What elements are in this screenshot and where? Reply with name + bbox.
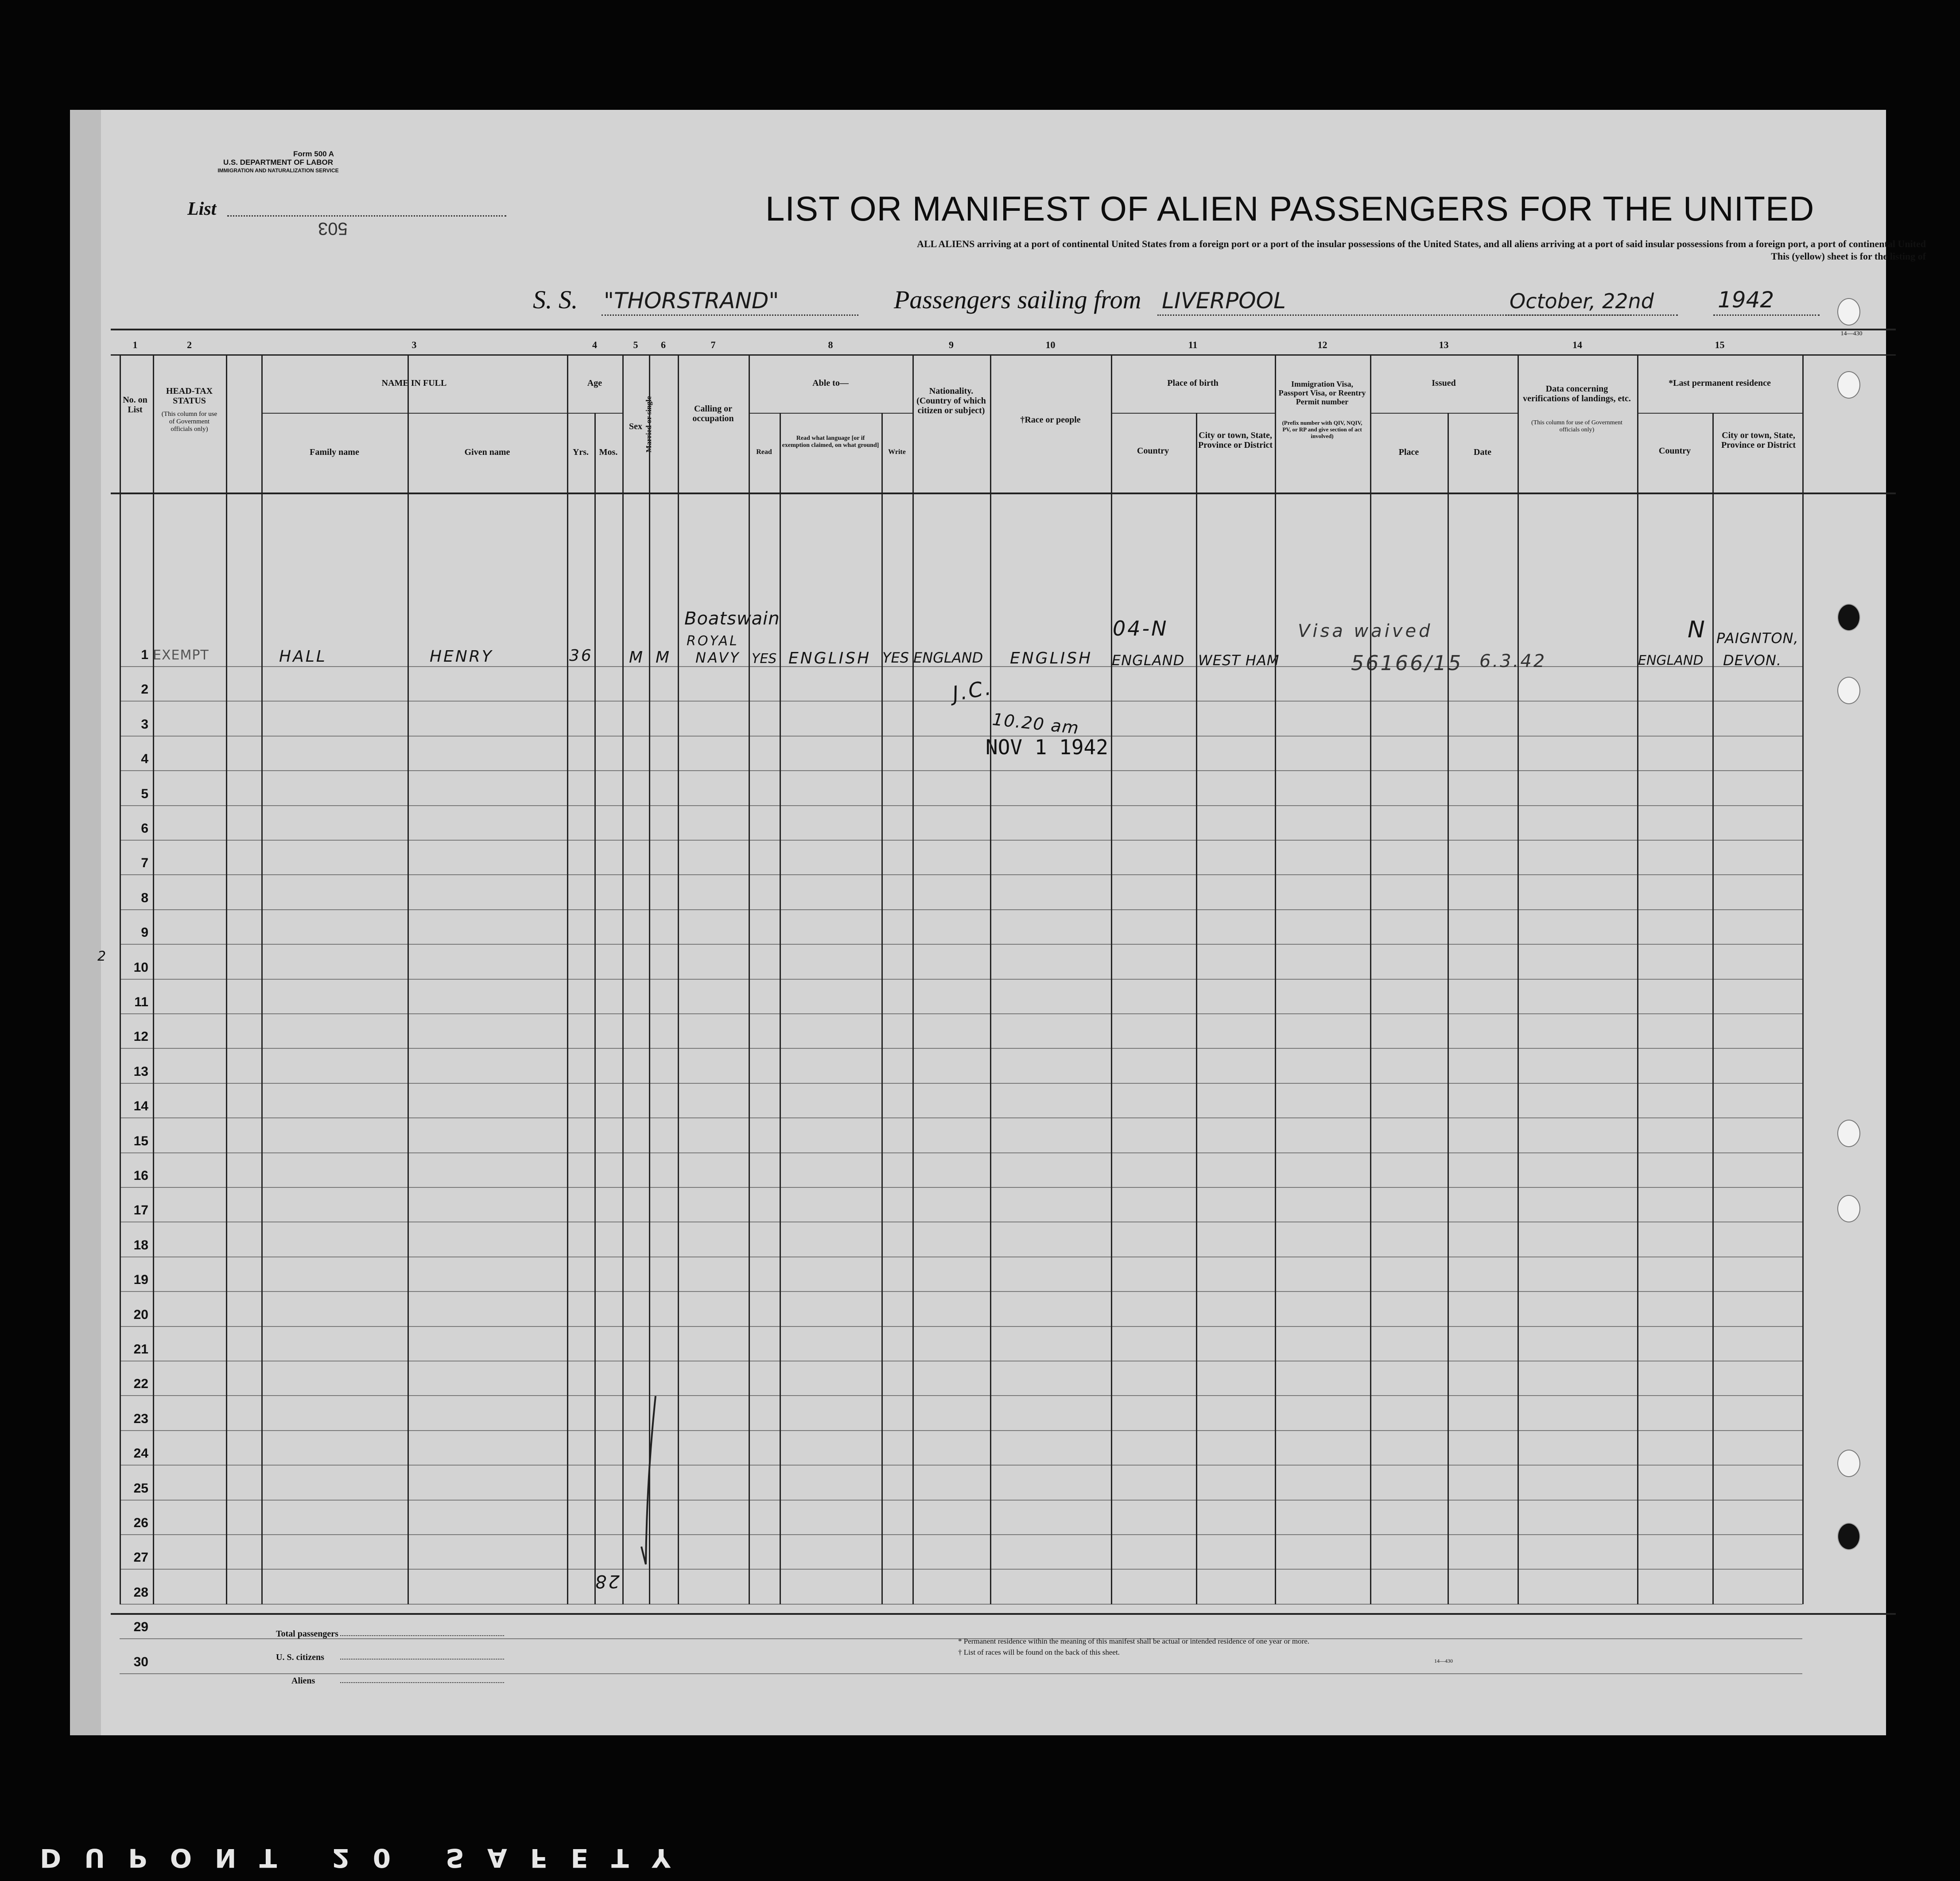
sailing-date: October, 22nd: [1510, 289, 1654, 313]
row-rule: [120, 805, 1802, 806]
hdr-head-tax: HEAD-TAX STATUS: [166, 386, 213, 406]
page-count-mark: 28: [594, 1571, 620, 1591]
head-tax-status: EXEMPT: [153, 648, 209, 663]
row-rule: [120, 1326, 1802, 1327]
visa-number: 56166/15: [1351, 651, 1463, 675]
column-divider: [1111, 354, 1112, 1604]
row-number: 24: [133, 1446, 148, 1461]
row-rule: [120, 1604, 1802, 1605]
hdr-issued: Issued: [1432, 378, 1456, 388]
table-bottom-border: [111, 1613, 1896, 1615]
row-number: 26: [133, 1516, 148, 1530]
subtitle: ALL ALIENS arriving at a port of continental United States from a foreign port or a port of the insular possessions of the United States, and all aliens arriving at a port of said insular possessions from a foreign port, a port of continental United: [917, 238, 1926, 249]
row-rule: [120, 1465, 1802, 1466]
column-divider: [1712, 413, 1714, 1604]
col-num-11: 11: [1188, 339, 1198, 350]
aliens-label: Aliens: [291, 1676, 315, 1686]
col-num-10: 10: [1045, 339, 1056, 350]
column-divider: [1448, 413, 1449, 1604]
row-rule: [120, 1500, 1802, 1501]
age-years: 36: [569, 647, 593, 665]
birth-subheader-line: [1111, 413, 1275, 414]
row-number: 3: [141, 717, 148, 732]
col-num-5: 5: [633, 339, 638, 350]
row-number: 12: [133, 1029, 148, 1044]
row-number: 10: [133, 960, 148, 975]
column-divider: [881, 413, 883, 1604]
hdr-read-language: Read what language [or if exemption claimed, on what ground]: [782, 435, 879, 449]
race: ENGLISH: [1010, 649, 1093, 667]
row-number: 20: [133, 1307, 148, 1322]
residence-city-2: DEVON.: [1723, 652, 1782, 669]
row-number: 9: [141, 925, 148, 940]
row-number: 8: [141, 890, 148, 905]
row-rule: [120, 1430, 1802, 1431]
col-num-1: 1: [132, 339, 138, 350]
row-number: 28: [133, 1585, 148, 1600]
hdr-landings-note: (This column for use of Government officials only): [1531, 419, 1622, 433]
family-name: HALL: [279, 648, 327, 666]
service-name: IMMIGRATION AND NATURALIZATION SERVICE: [217, 167, 339, 174]
hdr-residence: *Last permanent residence: [1669, 378, 1771, 388]
hdr-write: Write: [888, 448, 906, 456]
occupation-rank: Boatswain: [684, 609, 780, 629]
row-number: 27: [133, 1550, 148, 1565]
given-name: HENRY: [430, 648, 493, 666]
hdr-yrs: Yrs.: [572, 447, 589, 457]
date-stamp: NOV 1 1942: [986, 735, 1108, 759]
column-divider: [1275, 354, 1276, 1604]
residence-country: ENGLAND: [1638, 653, 1704, 668]
row-rule: [120, 1534, 1802, 1535]
row-number: 4: [141, 752, 148, 767]
ship-name: "THORSTRAND": [604, 288, 779, 314]
row-number: 5: [141, 786, 148, 801]
issued-subheader-line: [1370, 413, 1518, 414]
column-divider: [990, 354, 991, 1604]
occupation-service-1: ROYAL: [687, 633, 739, 649]
column-divider: [594, 413, 596, 1604]
department-name: U.S. DEPARTMENT OF LABOR: [223, 158, 334, 167]
hdr-married: Married or single: [644, 396, 653, 453]
row-number: 18: [133, 1237, 148, 1253]
hdr-res-city: City or town, State, Province or District: [1721, 430, 1796, 450]
hdr-able-to: Able to—: [812, 378, 849, 388]
aliens-line: [340, 1682, 504, 1683]
col-num-4: 4: [592, 339, 597, 350]
hdr-no-on-list: No. on List: [123, 395, 147, 415]
row-number: 23: [133, 1411, 148, 1426]
marital-status: M: [656, 648, 671, 667]
sex: M: [629, 648, 645, 667]
hdr-family-name: Family name: [310, 447, 359, 457]
row-rule: [120, 1673, 1802, 1674]
hdr-race: †Race or people: [1020, 415, 1081, 425]
column-divider: [567, 354, 568, 1604]
hdr-issued-place: Place: [1398, 447, 1419, 457]
hdr-landings: Data concerning verifications of landings, etc.: [1523, 384, 1631, 403]
row-rule: [120, 1083, 1802, 1084]
row-rule: [120, 979, 1802, 980]
row-rule: [120, 1395, 1802, 1396]
form-code: 14—430: [1434, 1658, 1453, 1664]
hdr-birth-city: City or town, State, Province or District: [1198, 430, 1273, 450]
list-line: [227, 215, 506, 217]
row-number: 14: [133, 1099, 148, 1114]
header-bottom-border: [111, 493, 1896, 494]
row-rule: [120, 1152, 1802, 1153]
visa-waived-note: Visa waived: [1298, 621, 1433, 641]
column-divider: [1370, 354, 1371, 1604]
footnote-races: † List of races will be found on the back of this sheet.: [958, 1648, 1120, 1656]
list-label: List: [187, 199, 217, 219]
row-rule: [120, 840, 1802, 841]
able-to-read: YES: [752, 651, 777, 667]
column-divider: [153, 354, 154, 1604]
column-divider: [226, 354, 227, 1604]
sheet-left-edge: [70, 110, 101, 1735]
column-divider: [408, 354, 409, 1604]
table-top-border: [111, 329, 1896, 330]
birth-city: WEST HAM: [1198, 652, 1280, 669]
read-language: ENGLISH: [788, 649, 871, 667]
row-rule: [120, 666, 1802, 667]
column-divider: [1637, 354, 1638, 1604]
able-to-write: YES: [882, 649, 909, 666]
us-citizens-label: U. S. citizens: [276, 1652, 324, 1662]
row-number: 7: [141, 856, 148, 871]
hdr-birth-country: Country: [1137, 446, 1169, 456]
row-number: 25: [133, 1481, 148, 1496]
able-subheader-line: [749, 413, 912, 414]
nationality: ENGLAND: [913, 649, 983, 666]
row-number: 21: [133, 1342, 148, 1357]
manifest-sheet: [97, 110, 1926, 1735]
column-divider: [1518, 354, 1519, 1604]
inspector-initials: J.C.: [951, 675, 994, 706]
hdr-head-tax-note: (This column for use of Government officials only): [161, 411, 217, 433]
row-number: 30: [133, 1654, 148, 1669]
col-num-14: 14: [1572, 339, 1582, 350]
total-passengers-line: [340, 1635, 504, 1636]
row-number: 16: [133, 1168, 148, 1183]
residence-city-1: PAIGNTON,: [1716, 630, 1799, 647]
row-rule: [120, 944, 1802, 945]
page-title: LIST OR MANIFEST OF ALIEN PASSENGERS FOR THE UNITED: [765, 189, 1815, 228]
hdr-name-in-full: NAME IN FULL: [381, 378, 447, 388]
column-divider: [649, 354, 650, 1604]
residence-country-mark: N: [1688, 617, 1707, 643]
row-rule: [120, 1569, 1802, 1570]
col-num-6: 6: [661, 339, 666, 350]
column-divider: [780, 413, 781, 1604]
column-number-border: [111, 354, 1896, 356]
row-number: 2: [141, 682, 148, 697]
row-number: 6: [141, 821, 148, 836]
col-num-12: 12: [1317, 339, 1327, 350]
list-number: 503: [318, 219, 348, 238]
ship-name-line: [602, 314, 858, 316]
col-num-7: 7: [710, 339, 716, 350]
film-edge-text: DUPONT 20 SAFETY: [40, 1843, 694, 1873]
birth-country-mark: 04-N: [1113, 617, 1168, 640]
hdr-mos: Mos.: [599, 447, 618, 457]
total-passengers-label: Total passengers: [276, 1629, 338, 1639]
us-citizens-line: [340, 1659, 504, 1660]
col-num-15: 15: [1715, 339, 1725, 350]
row-number: 22: [133, 1377, 148, 1392]
hdr-given-name: Given name: [464, 447, 510, 457]
col-num-9: 9: [949, 339, 954, 350]
birth-country: ENGLAND: [1112, 652, 1185, 669]
row-rule: [120, 1187, 1802, 1188]
row-rule: [120, 874, 1802, 875]
row-number: 1: [141, 648, 148, 662]
sailing-year: 1942: [1718, 287, 1774, 313]
row-number: 11: [134, 995, 148, 1009]
punch-hole-icon: [1837, 298, 1860, 326]
row-rule: [120, 1291, 1802, 1292]
port-name: LIVERPOOL: [1162, 288, 1286, 314]
form-header: [185, 150, 371, 175]
column-divider: [678, 354, 679, 1604]
row-number: 29: [133, 1620, 148, 1635]
sailing-label: Passengers sailing from: [894, 285, 1141, 314]
row-number: 13: [133, 1064, 148, 1079]
row-rule: [120, 770, 1802, 771]
occupation-service-2: NAVY: [695, 649, 741, 666]
hdr-sex: Sex: [629, 422, 642, 431]
hdr-res-country: Country: [1658, 446, 1691, 456]
form-code-top: 14—430: [1840, 330, 1863, 337]
col-num-2: 2: [187, 339, 192, 350]
residence-subheader-line: [1637, 413, 1802, 414]
row-rule: [120, 909, 1802, 910]
hdr-visa: Immigration Visa, Passport Visa, or Reentry Permit number: [1278, 380, 1366, 406]
year-line: [1713, 314, 1820, 316]
side-mark: 2: [97, 949, 108, 964]
row-rule: [120, 1048, 1802, 1049]
hdr-calling: Calling or occupation: [692, 404, 734, 423]
issued-date: 6.3.42: [1479, 651, 1547, 671]
name-subheader-line: [261, 413, 567, 414]
form-number: Form 500 A: [293, 150, 334, 158]
row-number: 17: [133, 1203, 148, 1218]
hdr-visa-note: (Prefix number with QIV, NQIV, PV, or RP and give section of act involved): [1282, 419, 1362, 439]
hdr-nationality: Nationality. (Country of which citizen or subject): [916, 386, 986, 415]
footnote-residence: * Permanent residence within the meaning of this manifest shall be actual or intended residence of one year or more.: [958, 1637, 1310, 1645]
hdr-issued-date: Date: [1474, 447, 1491, 457]
col-num-8: 8: [828, 339, 833, 350]
column-divider: [120, 354, 121, 1604]
date-line: [1505, 314, 1678, 316]
column-divider: [1196, 413, 1197, 1604]
column-divider: [912, 354, 914, 1604]
inspection-time: 10.20 am: [991, 709, 1080, 738]
row-number: 19: [133, 1272, 148, 1288]
col-num-3: 3: [411, 339, 417, 350]
column-divider: [622, 354, 624, 1604]
row-rule: [120, 1013, 1802, 1014]
column-divider: [261, 354, 263, 1604]
column-divider: [1802, 354, 1804, 1604]
column-divider: [749, 354, 750, 1604]
row-rule: [120, 736, 1802, 737]
hdr-read: Read: [756, 448, 772, 456]
hdr-age: Age: [587, 378, 602, 388]
col-num-13: 13: [1439, 339, 1449, 350]
ship-prefix: S. S.: [533, 285, 578, 314]
hdr-place-of-birth: Place of birth: [1167, 378, 1219, 388]
row-rule: [120, 1117, 1802, 1118]
row-number: 15: [133, 1133, 148, 1148]
subtitle-listing: This (yellow) sheet is for the listing of: [1771, 251, 1926, 262]
